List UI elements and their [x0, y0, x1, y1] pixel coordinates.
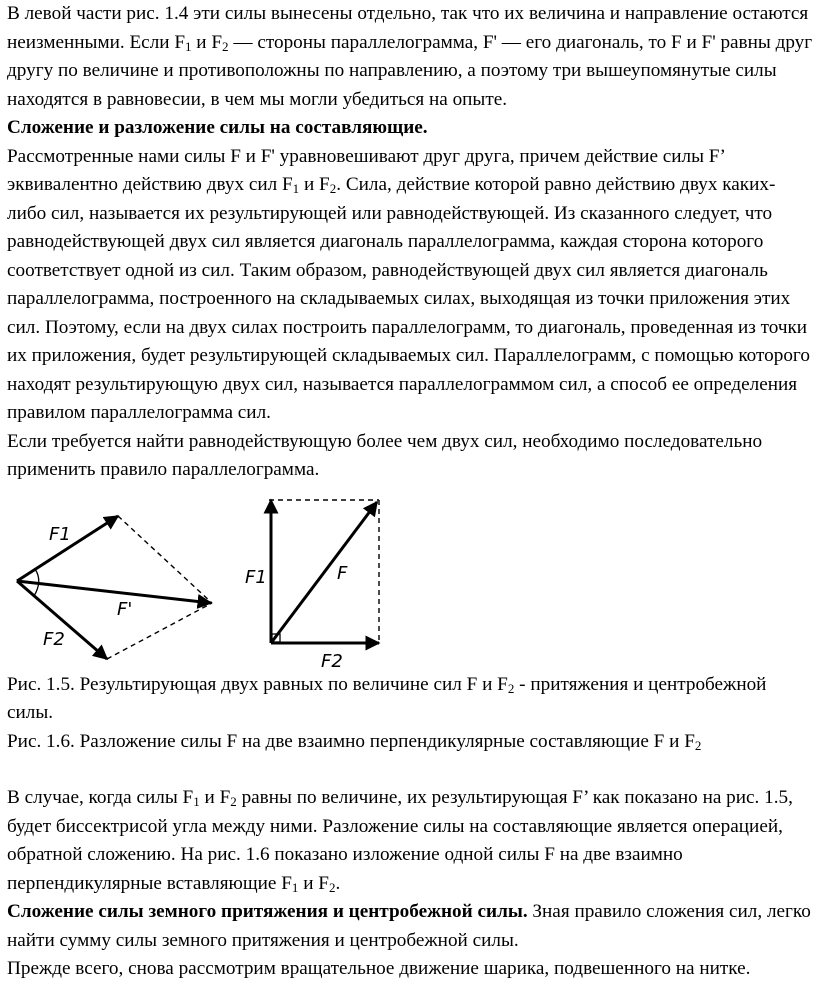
vector-f-resultant: [17, 581, 211, 603]
section-heading-force-addition: Сложение и разложение силы на составляющие.: [7, 117, 428, 138]
paragraph-4: В случае, когда силы $F_1$ и $F_2$ равны по величине, их результирующая F’ как показано на рис. 1.5, будет биссектрисой угла между ними. Разложение силы на составляющие является операцией, обратной сложению. На рис. 1.6 показано изложение одной силы F на две взаимно перпендикулярные вставляющие $F_1$ и $F_2$.: [7, 787, 793, 895]
dashed-side-top: [118, 516, 212, 603]
caption-fig-1-5: Рис. 1.5. Результирующая двух равных по величине сил F и $F_2$ - притяжения и центробежной силы.: [7, 673, 767, 723]
label-f-prime: F': [117, 598, 133, 620]
paragraph-5: Сложение силы земного притяжения и центробежной силы. Зная правило сложения сил, легко найти сумму силы земного притяжения и центробежной силы.: [7, 901, 811, 951]
paragraph-1: В левой части рис. 1.4 эти силы вынесены отдельно, так что их величина и направление остаются неизменными. Если $F_1$ и $F_2$ — стороны параллелограмма, F' — его диагональ, то F и F' равны друг другу по величине и противоположны по направлению, а поэтому три вышеупомянутые силы находятся в равновесии, в чем мы могли убедиться на опыте.: [7, 3, 813, 110]
label-f: F: [337, 562, 348, 584]
figures-row: [7, 487, 813, 671]
caption-fig-1-6: Рис. 1.6. Разложение силы F на две взаимно перпендикулярные составляющие F и $F_2$: [7, 730, 702, 753]
paragraph-3: Если требуется найти равнодействующую более чем двух сил, необходимо последовательно применить правило параллелограмма.: [7, 430, 763, 480]
label-f2: F2: [43, 628, 65, 650]
paragraph-2: Рассмотренные нами силы F и F' уравновешивают друг друга, причем действие силы F’ эквивалентно действию двух сил $F_1$ и $F_2$. Сила, действие которой равно действию двух каких-либо сил, называется их результирующей или равнодействующей. Из сказанного следует, что равнодействующей двух сил является диагональ параллелограмма, каждая сторона которого соответствует одной из сил. Таким образом, равнодействующей двух сил является диагональ параллелограмма, построенного на складываемых силах, выходящая из точки приложения этих сил. Поэтому, если на двух силах построить параллелограмм, то диагональ, проведенная из точки их приложения, будет результирующей складываемых сил. Параллелограмм, с помощью которого находят результирующую двух сил, называется параллелограммом сил, а способ ее определения правилом параллелограмма сил.: [7, 145, 810, 423]
label-f1: F1: [49, 523, 71, 545]
label-f1: F1: [245, 566, 267, 588]
document-page: [7, 0, 813, 984]
inline-heading: Сложение силы земного притяжения и центробежной силы.: [7, 901, 528, 922]
figure-1-6-decomposition: [233, 487, 383, 671]
label-f2: F2: [321, 650, 343, 671]
paragraph-6: Прежде всего, снова рассмотрим вращательное движение шарика, подвешенного на нитке.: [7, 958, 751, 979]
figure-1-5-parallelogram: [7, 487, 237, 671]
vector-f: [271, 502, 377, 643]
spacer: [7, 756, 813, 784]
